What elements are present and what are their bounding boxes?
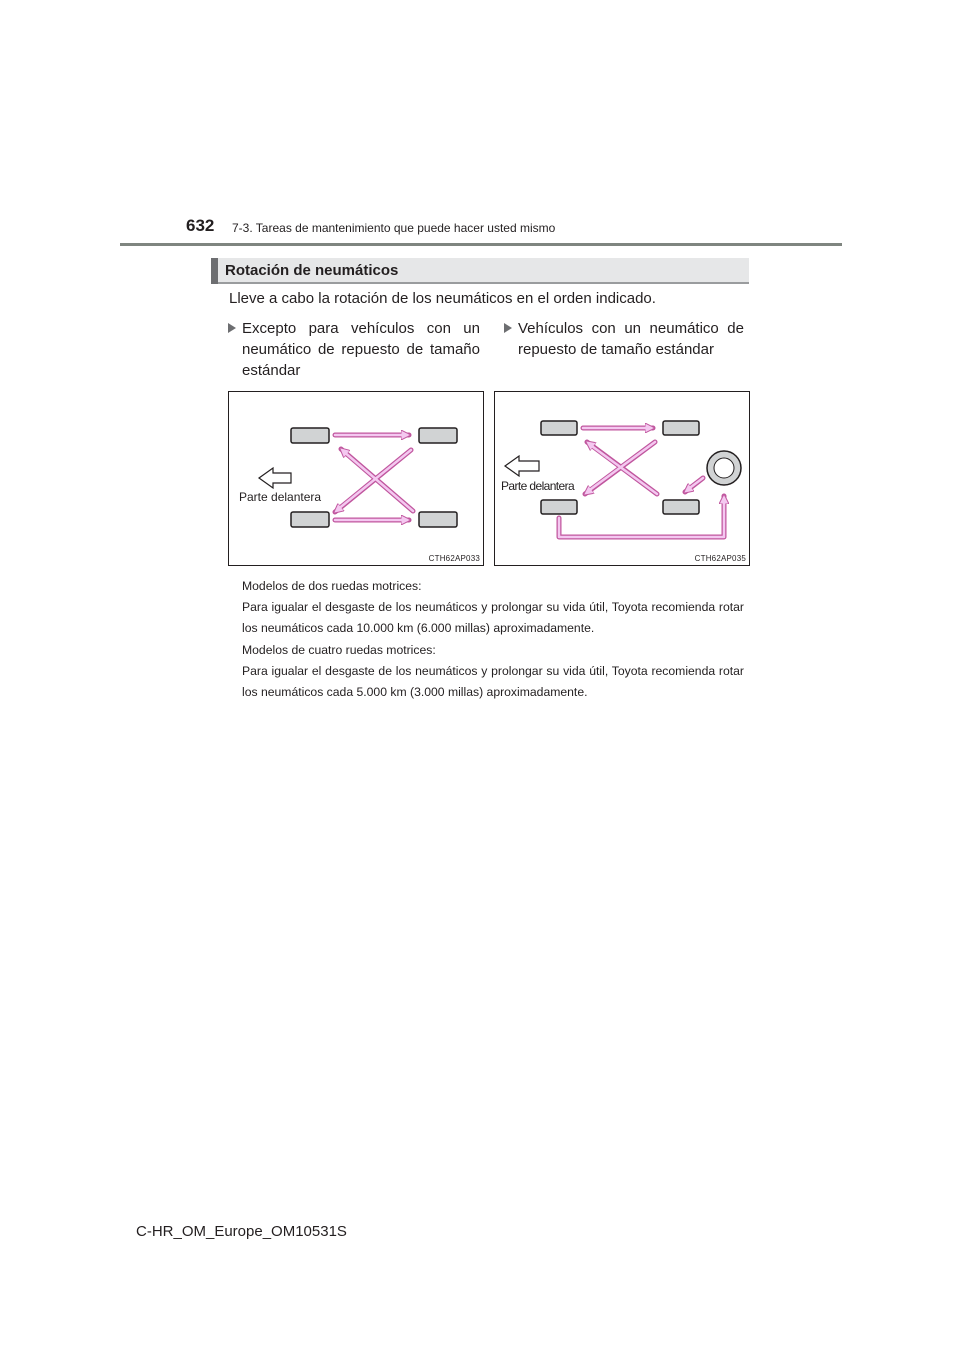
bullet-triangle-icon bbox=[228, 323, 236, 333]
spare-tire-icon bbox=[707, 451, 741, 485]
note-2wd bbox=[242, 576, 744, 639]
tire-front-left bbox=[541, 421, 577, 435]
option-standard bbox=[242, 318, 480, 381]
rotation-diagram-five-tires bbox=[494, 391, 750, 566]
tire-rear-right bbox=[419, 512, 457, 527]
option-full-size-spare bbox=[518, 318, 744, 360]
front-label: Parte delantera bbox=[239, 490, 322, 504]
rotation-diagram-svg bbox=[229, 392, 483, 565]
document-id: C-HR_OM_Europe_OM10531S bbox=[136, 1223, 347, 1240]
section-header bbox=[211, 258, 749, 284]
tire-rear-right bbox=[663, 500, 699, 514]
tire-front-right bbox=[663, 421, 699, 435]
intro-text: Lleve a cabo la rotación de los neumáticos en el orden indicado. bbox=[229, 290, 656, 307]
chapter-title: 7-3. Tareas de mantenimiento que puede hacer usted mismo bbox=[232, 221, 556, 235]
note-4wd bbox=[242, 640, 744, 703]
front-direction-arrow-icon bbox=[505, 456, 539, 476]
note-text: Para igualar el desgaste de los neumáticos y prolongar su vida útil, Toyota recomienda rotar los neumáticos cada 10.000 km (6.000 millas) aproximadamente. bbox=[242, 600, 744, 635]
note-text: Para igualar el desgaste de los neumáticos y prolongar su vida útil, Toyota recomienda rotar los neumáticos cada 5.000 km (3.000 millas) aproximadamente. bbox=[242, 664, 744, 699]
rotation-diagram-four-tires bbox=[228, 391, 484, 566]
front-label: Parte delantera bbox=[501, 479, 575, 493]
front-direction-arrow-icon bbox=[259, 468, 291, 488]
figure-code: CTH62AP033 bbox=[428, 554, 480, 563]
header-divider bbox=[120, 243, 842, 246]
page-number: 632 bbox=[186, 216, 215, 235]
bullet-triangle-icon bbox=[504, 323, 512, 333]
tire-rear-left bbox=[291, 512, 329, 527]
section-title: Rotación de neumáticos bbox=[225, 262, 399, 279]
figure-code: CTH62AP035 bbox=[694, 554, 746, 563]
section-marker bbox=[211, 258, 218, 284]
tire-front-left bbox=[291, 428, 329, 443]
option-text: Excepto para vehículos con un neumático de repuesto de tamaño estándar bbox=[242, 320, 480, 379]
tire-front-right bbox=[419, 428, 457, 443]
note-heading: Modelos de cuatro ruedas motrices: bbox=[242, 643, 436, 657]
note-heading: Modelos de dos ruedas motrices: bbox=[242, 579, 422, 593]
tire-rear-left bbox=[541, 500, 577, 514]
option-text: Vehículos con un neumático de repuesto de tamaño estándar bbox=[518, 320, 744, 358]
